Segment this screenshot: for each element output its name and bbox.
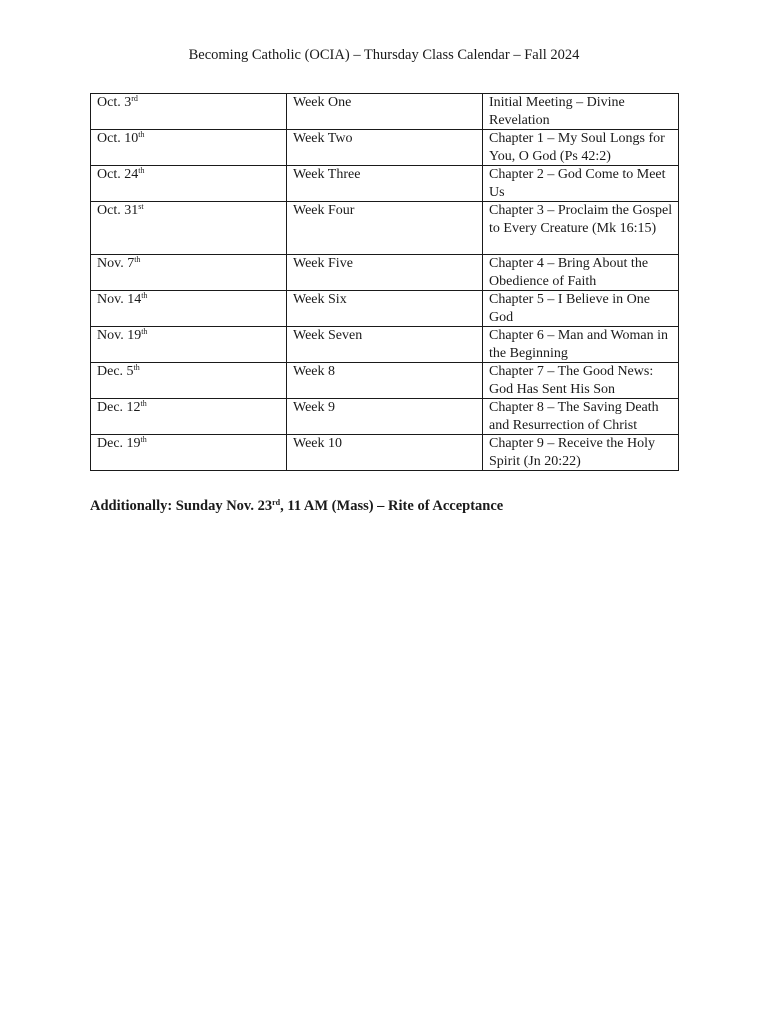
date-cell: [91, 291, 287, 327]
week-cell: Week One: [287, 94, 483, 130]
note-date-suffix: rd: [272, 498, 281, 507]
date-text: Dec. 5: [97, 364, 134, 379]
table-row: [91, 94, 679, 130]
rite-of-acceptance-note: [90, 497, 503, 515]
table-row: [91, 291, 679, 327]
week-cell: Week Three: [287, 166, 483, 202]
date-text: Oct. 24: [97, 167, 139, 182]
week-cell: Week Two: [287, 130, 483, 166]
table-row: [91, 435, 679, 471]
table-row: [91, 399, 679, 435]
date-suffix: th: [138, 130, 145, 139]
date-cell: [91, 363, 287, 399]
topic-cell: Initial Meeting – Divine Revelation: [483, 94, 679, 130]
topic-cell: Chapter 4 – Bring About the Obedience of Faith: [483, 255, 679, 291]
topic-cell: Chapter 5 – I Believe in One God: [483, 291, 679, 327]
week-cell: Week 8: [287, 363, 483, 399]
date-suffix: th: [138, 166, 145, 175]
week-cell: Week Four: [287, 202, 483, 255]
note-prefix: Additionally: Sunday Nov. 23: [90, 498, 273, 514]
date-suffix: th: [140, 399, 147, 408]
date-suffix: th: [141, 327, 148, 336]
topic-cell: Chapter 7 – The Good News: God Has Sent His Son: [483, 363, 679, 399]
date-suffix: rd: [131, 94, 138, 103]
date-suffix: th: [133, 363, 140, 372]
date-text: Oct. 10: [97, 131, 139, 146]
date-cell: [91, 130, 287, 166]
page-title: Becoming Catholic (OCIA) – Thursday Class Calendar – Fall 2024: [188, 47, 580, 63]
table-row: [91, 327, 679, 363]
topic-cell: Chapter 2 – God Come to Meet Us: [483, 166, 679, 202]
date-cell: [91, 94, 287, 130]
date-text: Dec. 19: [97, 436, 141, 451]
table-row: [91, 255, 679, 291]
week-cell: Week Five: [287, 255, 483, 291]
date-text: Oct. 3: [97, 95, 132, 110]
topic-cell: Chapter 1 – My Soul Longs for You, O God (Ps 42:2): [483, 130, 679, 166]
topic-cell: Chapter 3 – Proclaim the Gospel to Every Creature (Mk 16:15): [483, 202, 679, 255]
date-text: Oct. 31: [97, 203, 139, 218]
table-row: [91, 166, 679, 202]
date-text: Nov. 19: [97, 328, 142, 343]
date-suffix: st: [138, 202, 144, 211]
week-cell: Week Six: [287, 291, 483, 327]
date-cell: [91, 399, 287, 435]
week-cell: Week 10: [287, 435, 483, 471]
topic-cell: Chapter 9 – Receive the Holy Spirit (Jn 20:22): [483, 435, 679, 471]
class-schedule-table: [90, 93, 679, 471]
table-row: [91, 363, 679, 399]
table-row: [91, 202, 679, 255]
note-suffix: , 11 AM (Mass) – Rite of Acceptance: [280, 498, 504, 514]
date-text: Nov. 14: [97, 292, 142, 307]
date-text: Nov. 7: [97, 256, 135, 271]
week-cell: Week Seven: [287, 327, 483, 363]
date-suffix: th: [140, 435, 147, 444]
table-row: [91, 130, 679, 166]
date-cell: [91, 166, 287, 202]
date-cell: [91, 255, 287, 291]
date-text: Dec. 12: [97, 400, 141, 415]
topic-cell: Chapter 6 – Man and Woman in the Beginning: [483, 327, 679, 363]
date-cell: [91, 435, 287, 471]
date-suffix: th: [134, 255, 141, 264]
date-suffix: th: [141, 291, 148, 300]
topic-cell: Chapter 8 – The Saving Death and Resurrection of Christ: [483, 399, 679, 435]
date-cell: [91, 327, 287, 363]
date-cell: [91, 202, 287, 255]
week-cell: Week 9: [287, 399, 483, 435]
